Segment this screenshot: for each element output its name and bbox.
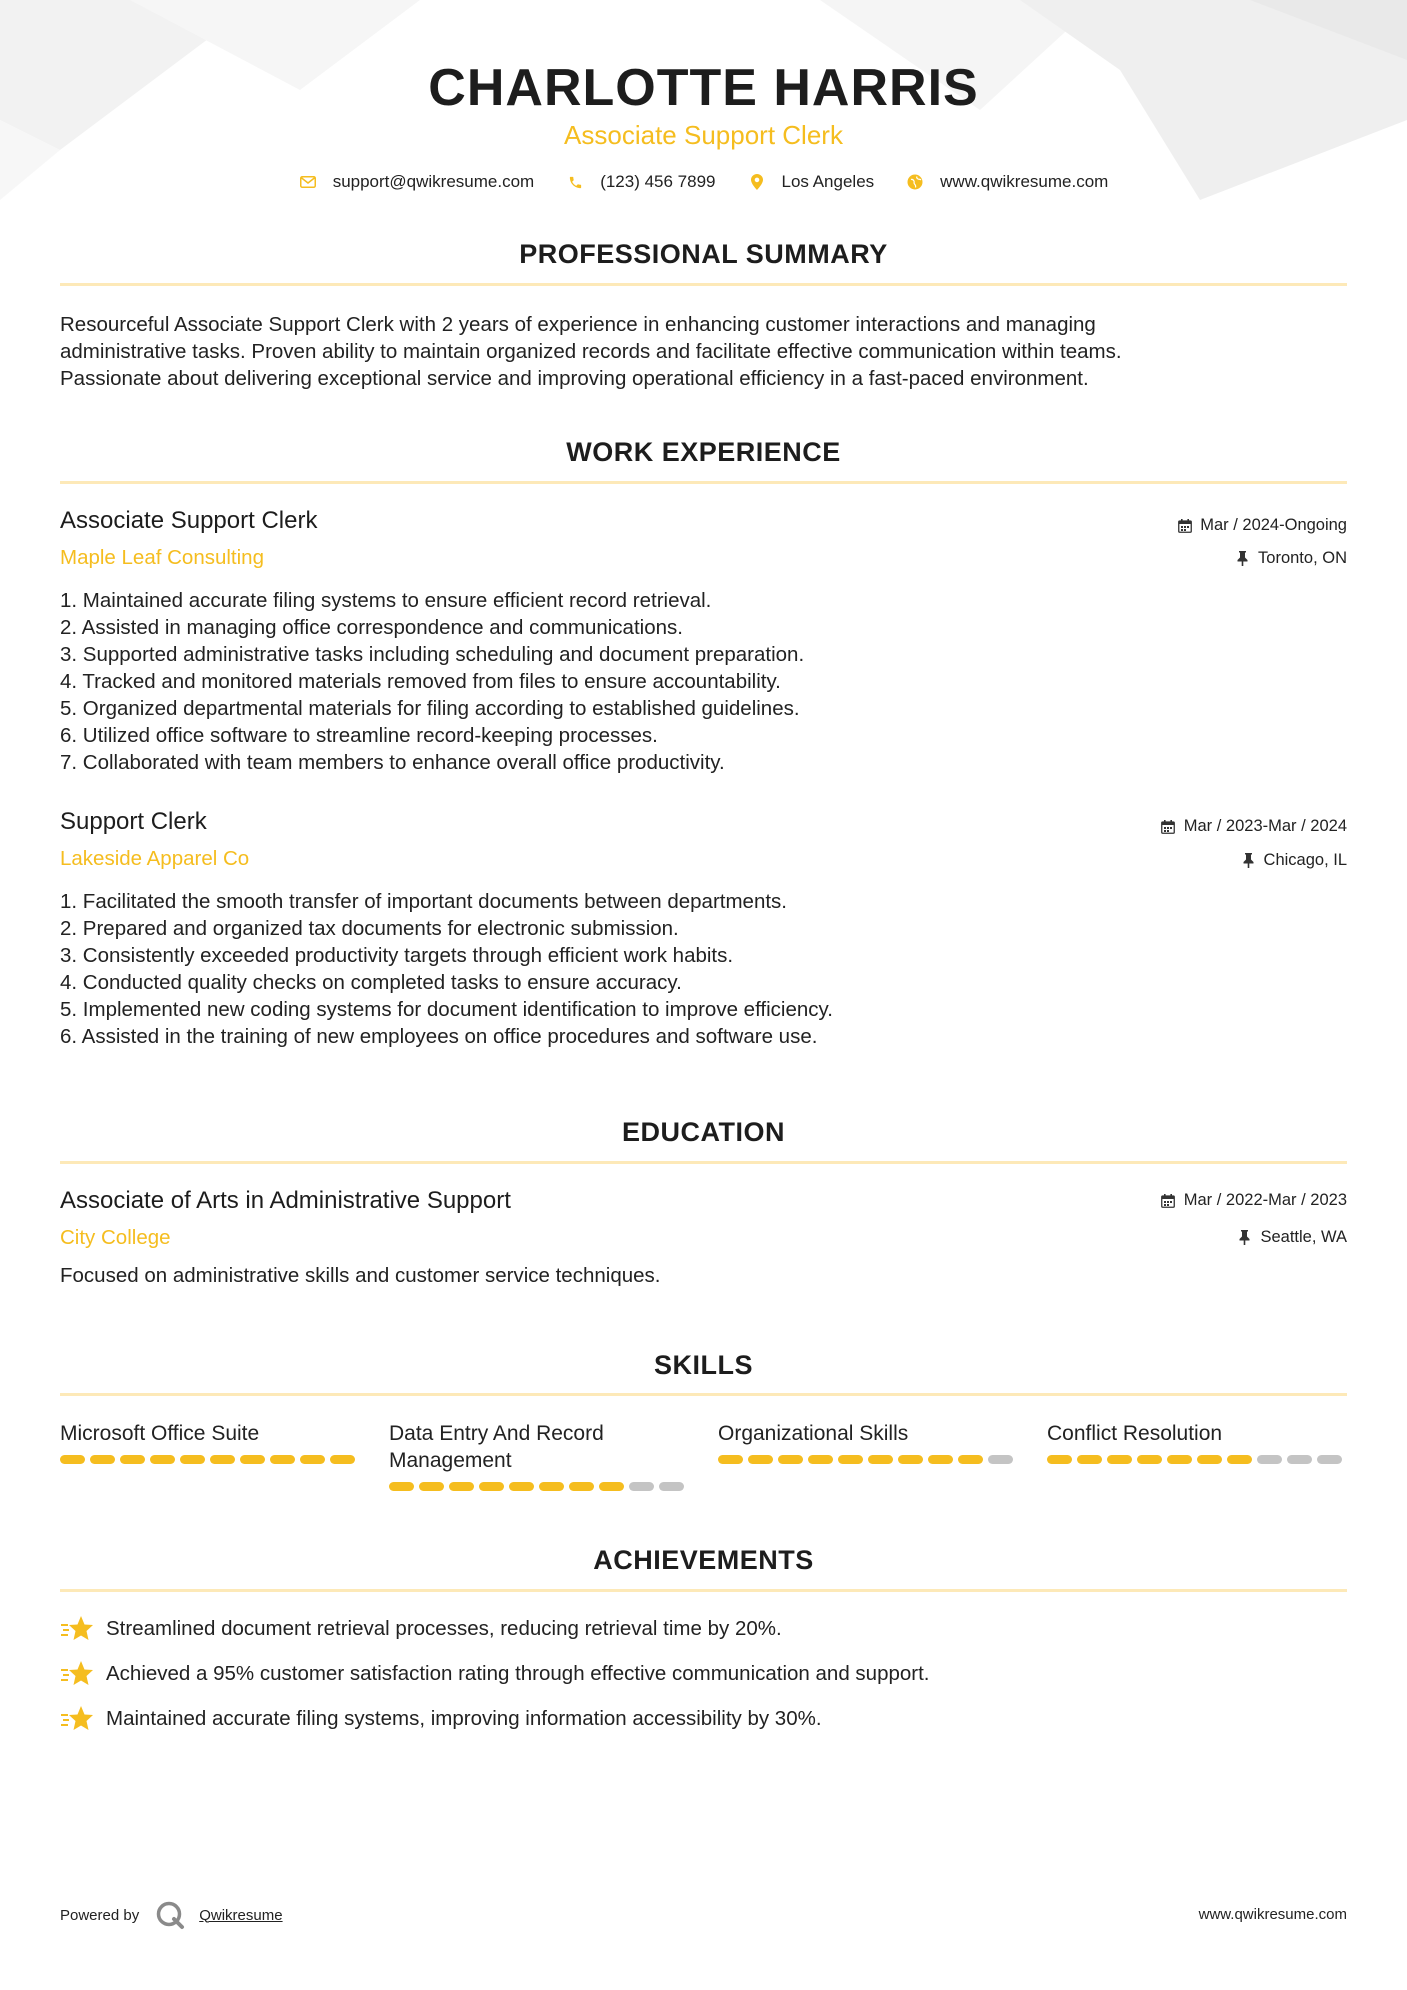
achievement-item xyxy=(60,1704,822,1734)
list-item: 6. Utilized office software to streamline record-keeping processes. xyxy=(60,724,658,747)
footer-powered-by xyxy=(60,1900,283,1930)
skill-segment-filled xyxy=(1047,1455,1072,1464)
qwikresume-link[interactable]: Qwikresume xyxy=(199,1906,283,1924)
skill-segment-empty xyxy=(1287,1455,1312,1464)
skill-segment-filled xyxy=(748,1455,773,1464)
job-dates xyxy=(1161,817,1347,836)
skill-item xyxy=(60,1420,360,1464)
skill-segment-filled xyxy=(718,1455,743,1464)
list-item: 6. Assisted in the training of new employees on office procedures and software use. xyxy=(60,1025,818,1048)
education-location xyxy=(1237,1228,1347,1247)
skill-segment-filled xyxy=(868,1455,893,1464)
star-icon xyxy=(60,1614,94,1644)
skills-divider xyxy=(60,1393,1347,1396)
job-location-text: Toronto, ON xyxy=(1258,549,1347,567)
summary-heading: PROFESSIONAL SUMMARY xyxy=(519,239,888,269)
summary-text xyxy=(60,311,1347,392)
envelope-icon xyxy=(299,173,317,191)
achievements-heading: ACHIEVEMENTS xyxy=(593,1545,814,1575)
map-pin-icon xyxy=(748,173,766,191)
footer-website[interactable]: www.qwikresume.com xyxy=(1198,1906,1347,1923)
phone-icon xyxy=(566,173,584,191)
skill-segment-filled xyxy=(778,1455,803,1464)
skill-segment-filled xyxy=(539,1482,564,1491)
pushpin-icon xyxy=(1241,853,1256,868)
skill-segment-filled xyxy=(389,1482,414,1491)
skill-segment-filled xyxy=(150,1455,175,1464)
skill-segment-empty xyxy=(1317,1455,1342,1464)
job-location-text: Chicago, IL xyxy=(1263,851,1347,869)
contact-phone-text: (123) 456 7899 xyxy=(600,172,716,191)
school-name: City College xyxy=(60,1226,171,1249)
achievement-text: Achieved a 95% customer satisfaction rating through effective communication and support. xyxy=(106,1662,930,1685)
list-item: 4. Conducted quality checks on completed tasks to ensure accuracy. xyxy=(60,971,682,994)
skill-segment-filled xyxy=(330,1455,355,1464)
skill-segment-filled xyxy=(928,1455,953,1464)
achievements-divider xyxy=(60,1589,1347,1592)
candidate-name: CHARLOTTE HARRIS xyxy=(428,59,979,117)
skill-segment-empty xyxy=(659,1482,684,1491)
list-item: 1. Maintained accurate filing systems to ensure efficient record retrieval. xyxy=(60,589,712,612)
achievement-text: Streamlined document retrieval processes, reducing retrieval time by 20%. xyxy=(106,1617,782,1640)
skill-segment-filled xyxy=(479,1482,504,1491)
star-icon xyxy=(60,1704,94,1734)
summary-line: Passionate about delivering exceptional service and improving operational efficiency in a fast-paced environment. xyxy=(60,367,1089,390)
skill-segment-filled xyxy=(1227,1455,1252,1464)
skill-segment-filled xyxy=(270,1455,295,1464)
list-item: 1. Facilitated the smooth transfer of important documents between departments. xyxy=(60,890,787,913)
qwikresume-logo-icon xyxy=(155,1900,185,1930)
skill-segment-filled xyxy=(1107,1455,1132,1464)
skill-segment-filled xyxy=(509,1482,534,1491)
calendar-icon xyxy=(1161,819,1176,834)
powered-by-label: Powered by xyxy=(60,1906,140,1924)
job-dates xyxy=(1177,516,1347,535)
skill-segment-filled xyxy=(90,1455,115,1464)
contact-email-text: support@qwikresume.com xyxy=(332,172,535,191)
skill-segment-filled xyxy=(419,1482,444,1491)
list-item: 3. Supported administrative tasks including scheduling and document preparation. xyxy=(60,643,805,666)
job-location xyxy=(1241,851,1347,870)
star-icon xyxy=(60,1659,94,1689)
job-location xyxy=(1235,549,1347,568)
skill-segment-filled xyxy=(808,1455,833,1464)
skill-name: Microsoft Office Suite xyxy=(60,1422,260,1445)
list-item: 4. Tracked and monitored materials removed from files to ensure accountability. xyxy=(60,670,781,693)
job-dates-text: Mar / 2024-Ongoing xyxy=(1200,516,1347,534)
experience-heading: WORK EXPERIENCE xyxy=(566,437,841,467)
contact-website[interactable] xyxy=(906,172,1108,192)
list-item: 5. Implemented new coding systems for document identification to improve efficiency. xyxy=(60,998,833,1021)
skill-name: Conflict Resolution xyxy=(1047,1422,1223,1445)
skill-segment-filled xyxy=(1137,1455,1162,1464)
pushpin-icon xyxy=(1237,1230,1252,1245)
summary-line: administrative tasks. Proven ability to maintain organized records and facilitate effective communication within teams. xyxy=(60,340,1122,363)
education-divider xyxy=(60,1161,1347,1164)
skill-segment-empty xyxy=(988,1455,1013,1464)
skill-segment-filled xyxy=(569,1482,594,1491)
pushpin-icon xyxy=(1235,551,1250,566)
contact-email[interactable] xyxy=(299,172,535,192)
education-dates xyxy=(1161,1191,1347,1210)
skill-segment-filled xyxy=(240,1455,265,1464)
skill-item xyxy=(718,1420,1018,1464)
job-responsibilities xyxy=(60,587,1260,776)
job-title: Associate Support Clerk xyxy=(60,507,318,534)
experience-divider xyxy=(60,481,1347,484)
skill-segment-empty xyxy=(629,1482,654,1491)
skill-rating-bar xyxy=(718,1455,1018,1464)
list-item: 5. Organized departmental materials for filing according to established guidelines. xyxy=(60,697,800,720)
skill-segment-filled xyxy=(898,1455,923,1464)
list-item: 2. Assisted in managing office correspondence and communications. xyxy=(60,616,683,639)
skill-segment-filled xyxy=(210,1455,235,1464)
skill-segment-filled xyxy=(449,1482,474,1491)
skill-segment-filled xyxy=(958,1455,983,1464)
summary-divider xyxy=(60,283,1347,286)
skill-segment-filled xyxy=(60,1455,85,1464)
contact-bar xyxy=(0,172,1407,192)
skills-heading: SKILLS xyxy=(653,1350,753,1380)
skill-segment-filled xyxy=(1197,1455,1222,1464)
job-title: Support Clerk xyxy=(60,808,207,835)
education-heading: EDUCATION xyxy=(622,1117,785,1147)
skill-rating-bar xyxy=(60,1455,360,1464)
skill-rating-bar xyxy=(1047,1455,1347,1464)
skill-item xyxy=(389,1420,689,1491)
skill-name: Organizational Skills xyxy=(718,1422,909,1445)
skill-segment-filled xyxy=(180,1455,205,1464)
achievement-item xyxy=(60,1659,930,1689)
degree-title: Associate of Arts in Administrative Support xyxy=(60,1187,511,1214)
list-item: 2. Prepared and organized tax documents for electronic submission. xyxy=(60,917,679,940)
contact-location xyxy=(748,172,875,192)
skill-segment-filled xyxy=(1077,1455,1102,1464)
calendar-icon xyxy=(1177,518,1192,533)
contact-website-text: www.qwikresume.com xyxy=(940,172,1109,191)
achievement-item xyxy=(60,1614,782,1644)
achievement-text: Maintained accurate filing systems, improving information accessibility by 30%. xyxy=(106,1707,822,1730)
summary-line: Resourceful Associate Support Clerk with 2 years of experience in enhancing customer interactions and managing xyxy=(60,313,1096,336)
contact-location-text: Los Angeles xyxy=(781,172,875,191)
job-responsibilities xyxy=(60,888,1260,1050)
skill-item xyxy=(1047,1420,1347,1464)
calendar-icon xyxy=(1161,1193,1176,1208)
list-item: 3. Consistently exceeded productivity targets through efficient work habits. xyxy=(60,944,734,967)
skill-segment-filled xyxy=(300,1455,325,1464)
skill-name: Data Entry And Record Management xyxy=(389,1422,604,1472)
skill-rating-bar xyxy=(389,1482,689,1491)
skill-segment-filled xyxy=(599,1482,624,1491)
skill-segment-filled xyxy=(120,1455,145,1464)
skill-segment-empty xyxy=(1257,1455,1282,1464)
skill-segment-filled xyxy=(838,1455,863,1464)
company-name: Lakeside Apparel Co xyxy=(60,847,250,870)
company-name: Maple Leaf Consulting xyxy=(60,546,264,569)
globe-icon xyxy=(906,173,924,191)
job-dates-text: Mar / 2023-Mar / 2024 xyxy=(1183,817,1347,835)
education-dates-text: Mar / 2022-Mar / 2023 xyxy=(1183,1191,1347,1209)
education-description: Focused on administrative skills and customer service techniques. xyxy=(60,1264,661,1287)
list-item: 7. Collaborated with team members to enhance overall office productivity. xyxy=(60,751,725,774)
skill-segment-filled xyxy=(1167,1455,1192,1464)
education-location-text: Seattle, WA xyxy=(1260,1228,1347,1246)
contact-phone[interactable] xyxy=(566,172,715,192)
candidate-title: Associate Support Clerk xyxy=(564,120,843,150)
